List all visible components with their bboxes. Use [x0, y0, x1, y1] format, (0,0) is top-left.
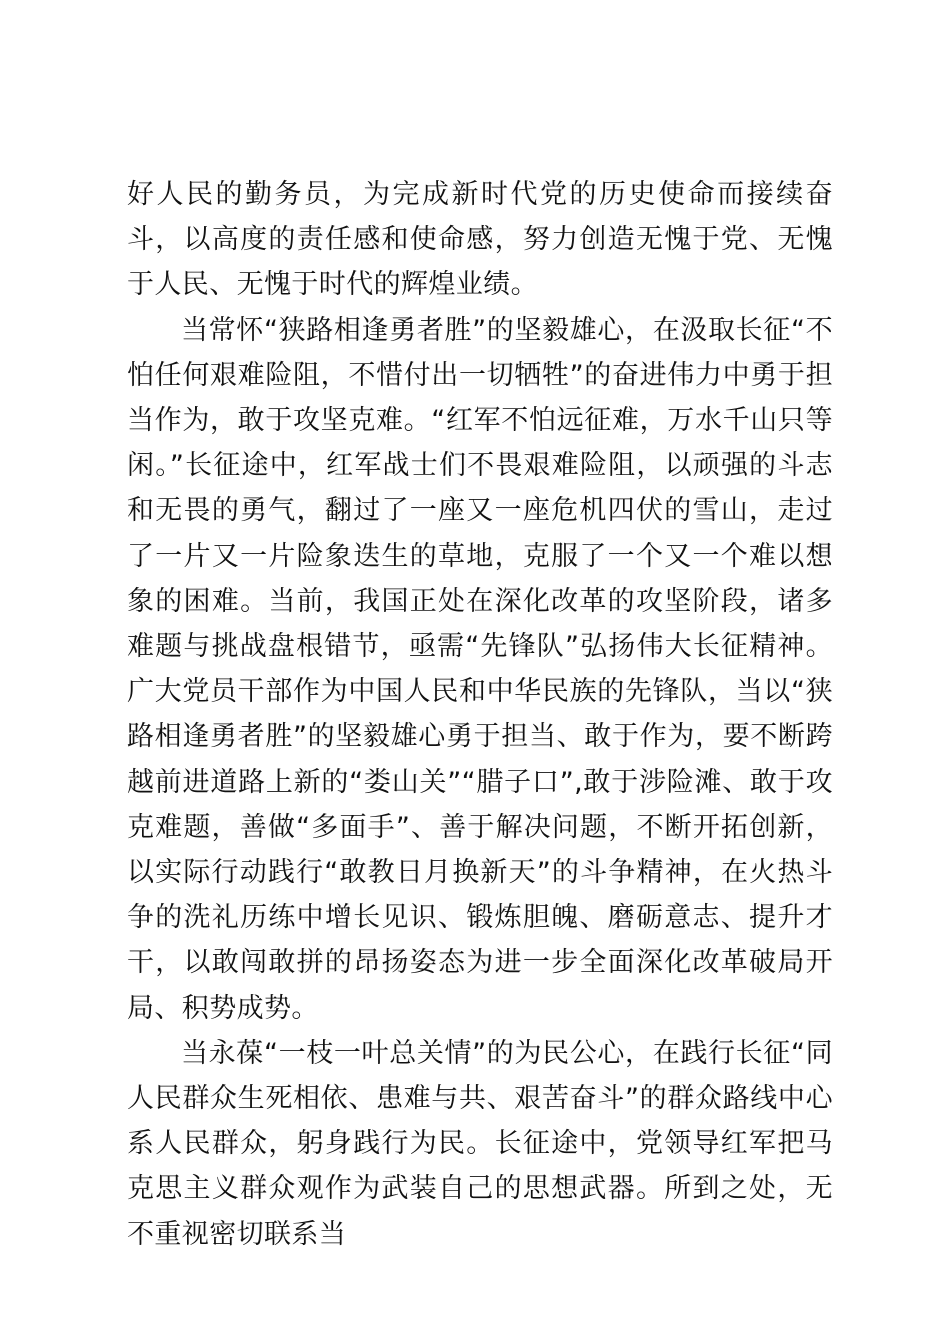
paragraph-3: 当永葆“一枝一叶总关情”的为民公心，在践行长征“同人民群众生死相依、患难与共、艰苦奋斗”的群众路线中心系人民群众，躬身践行为民。长征途中，党领导红军把马克思主义群众观作为武装自己的思想武器。所到之处，无不重视密切联系当	[127, 1037, 833, 1250]
paragraph-2: 当常怀“狭路相逢勇者胜”的坚毅雄心，在汲取长征“不怕任何艰难险阻，不惜付出一切牺牲”的奋进伟力中勇于担当作为，敢于攻坚克难。“红军不怕远征难，万水千山只等闲。”长征途中，红军战士们不畏艰难险阻，以顽强的斗志和无畏的勇气，翻过了一座又一座危机四伏的雪山，走过了一片又一片险象迭生的草地，克服了一个又一个难以想象的困难。当前，我国正处在深化改革的攻坚阶段，诸多难题与挑战盘根错节，亟需“先锋队”弘扬伟大长征精神。广大党员干部作为中国人民和中华民族的先锋队，当以“狭路相逢勇者胜”的坚毅雄心勇于担当、敢于作为，要不断跨越前进道路上新的“娄山关”“腊子口”,敢于涉险滩、敢于攻克难题，善做“多面手”、善于解决问题，不断开拓创新，以实际行动践行“敢教日月换新天”的斗争精神，在火热斗争的洗礼历练中增长见识、锻炼胆魄、磨砺意志、提升才干，以敢闯敢拼的昂扬姿态为进一步全面深化改革破局开局、积势成势。	[127, 314, 833, 1024]
paragraph-1: 好人民的勤务员，为完成新时代党的历史使命而接续奋斗，以高度的责任感和使命感，努力创造无愧于党、无愧于人民、无愧于时代的辉煌业绩。	[127, 179, 833, 301]
body-text	[127, 172, 833, 1257]
